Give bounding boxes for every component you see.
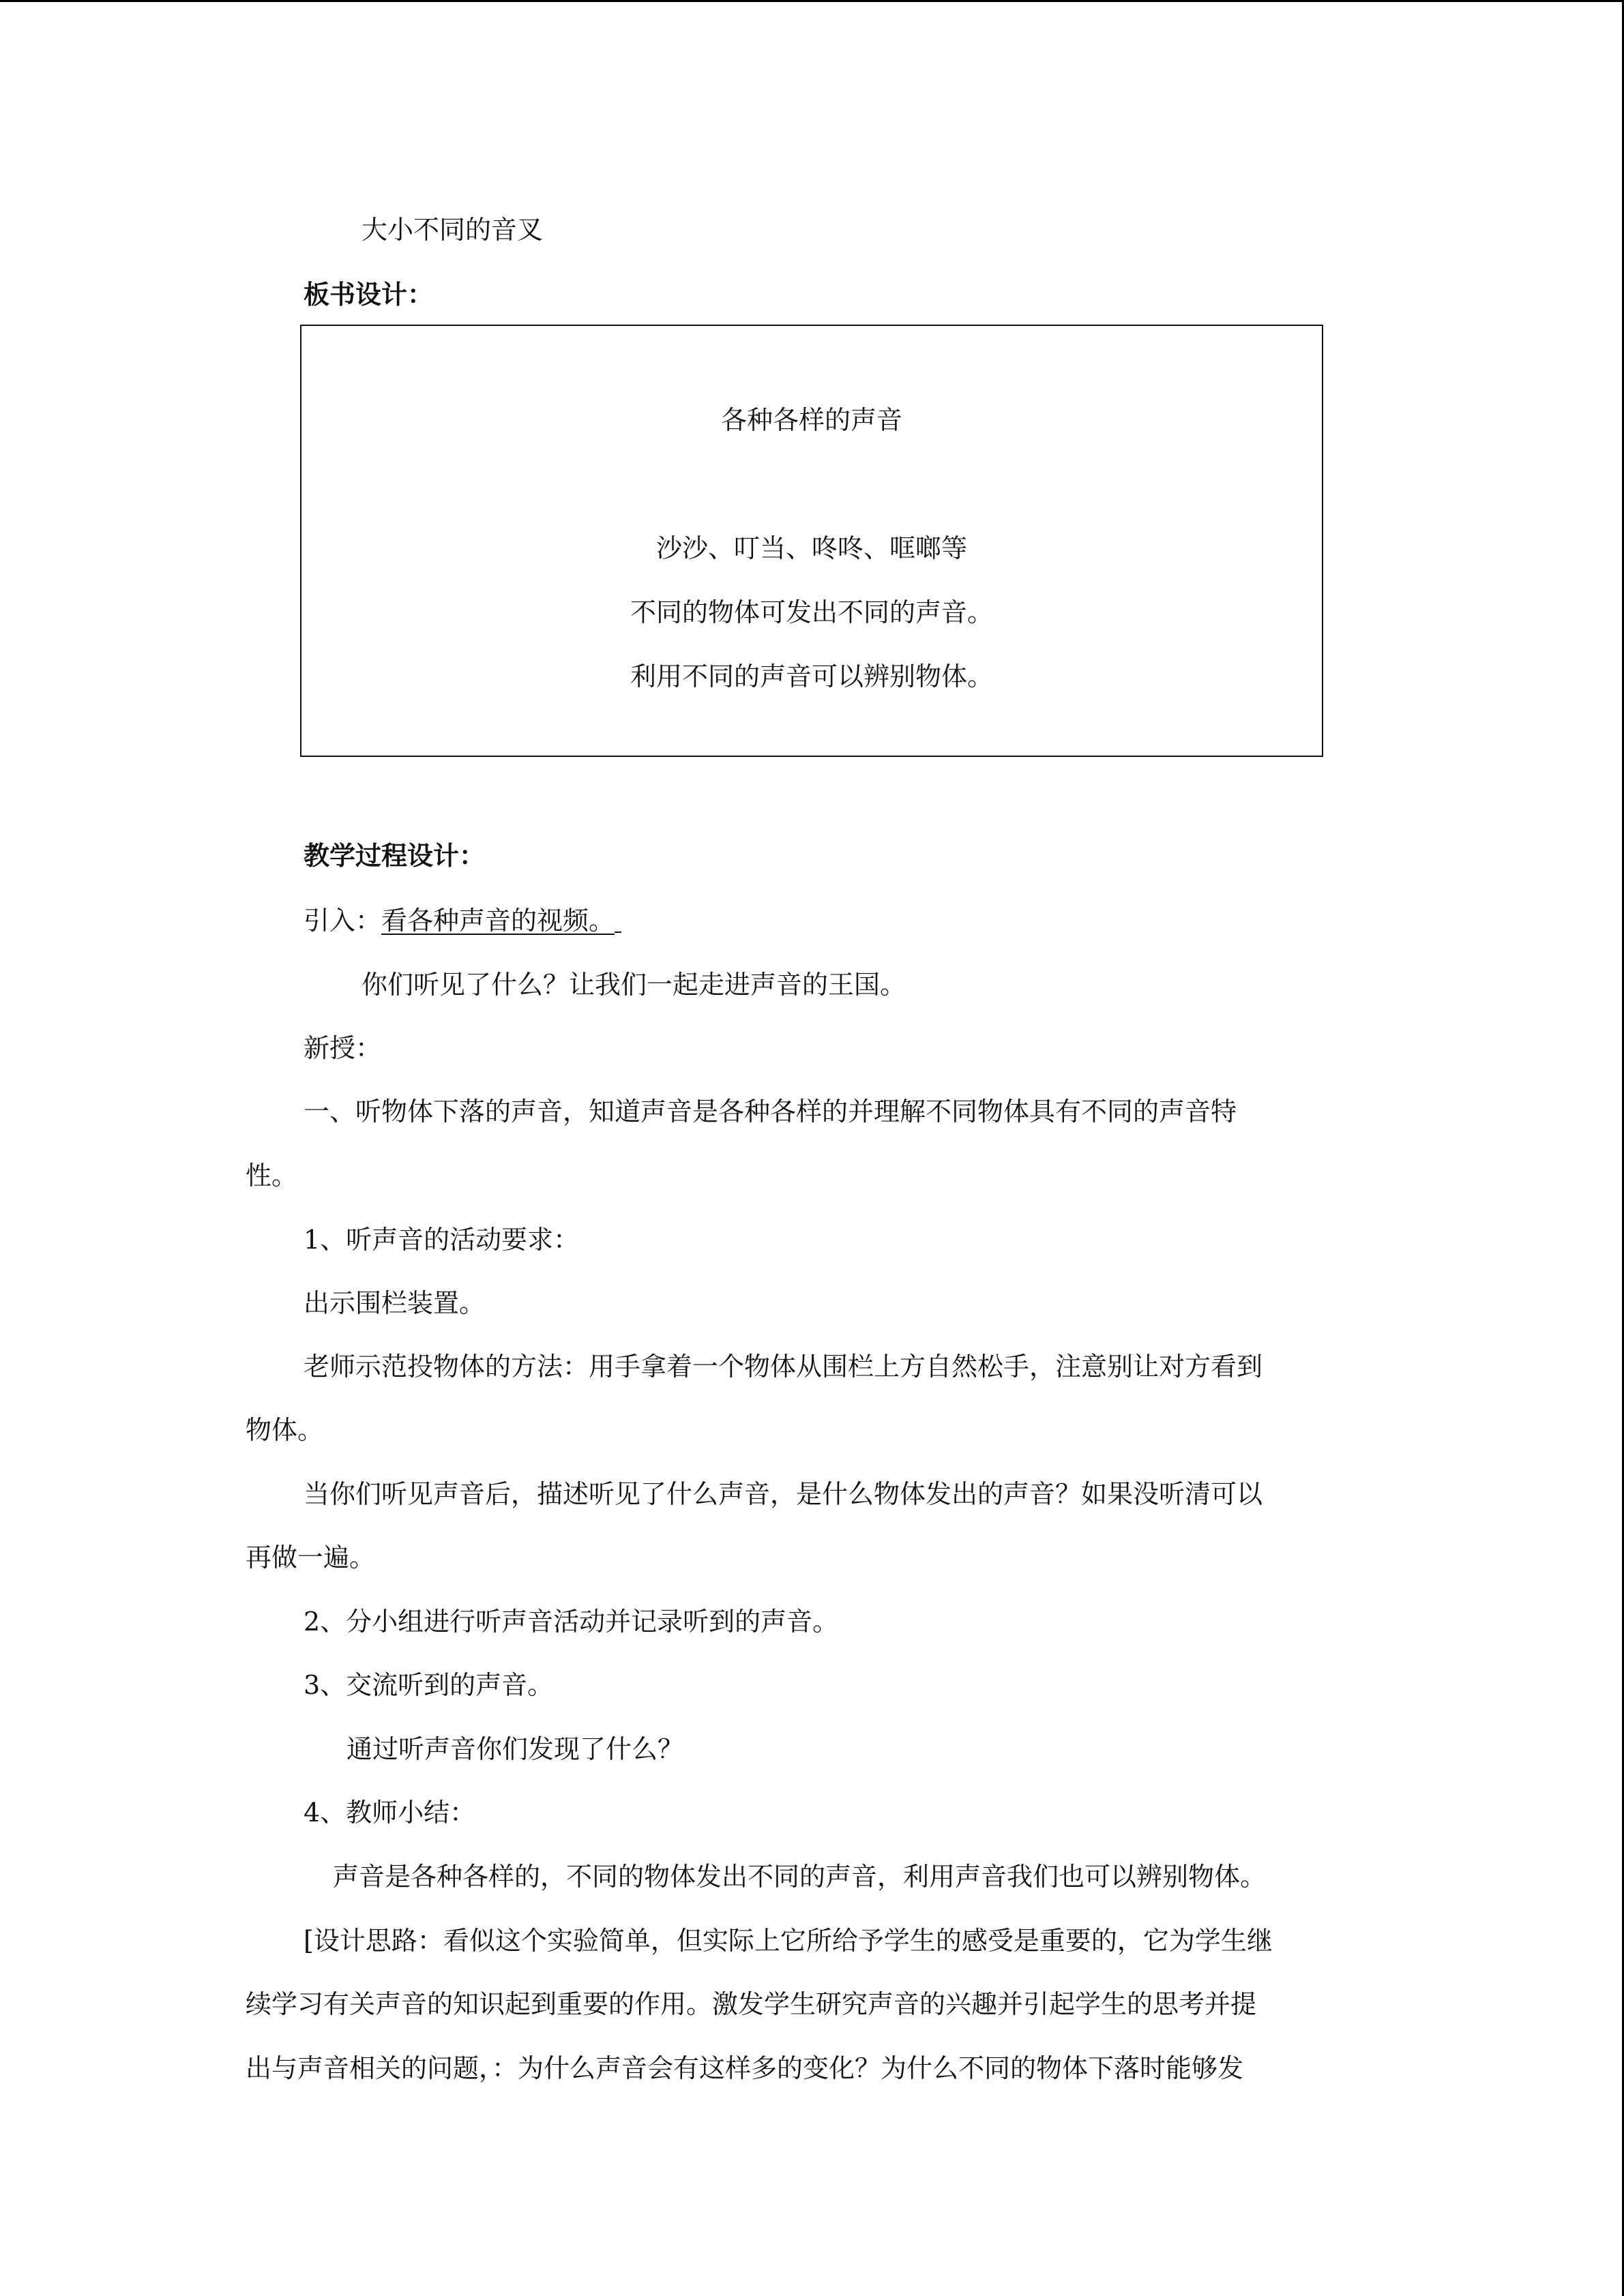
describe-line1: 当你们听见声音后，描述听见了什么声音，是什么物体发出的声音？如果没听清可以 [304, 1479, 1263, 1509]
blackboard-design-box [300, 325, 1323, 757]
board-title: 各种各样的声音 [720, 405, 902, 435]
step-three: 3、交流听到的声音。 [304, 1670, 554, 1700]
board-sounds-line: 沙沙、叮当、咚咚、哐啷等 [655, 533, 967, 563]
page-border-top [0, 0, 1624, 2]
teacher-demo-line2: 物体。 [246, 1415, 324, 1445]
teacher-demo-line1: 老师示范投物体的方法：用手拿着一个物体从围栏上方自然松手，注意别让对方看到 [304, 1352, 1263, 1382]
new-lesson-label: 新授： [304, 1033, 382, 1063]
intro-label: 引入： [304, 906, 382, 936]
section-one-line2: 性。 [246, 1161, 298, 1191]
show-fence-line: 出示围栏装置。 [304, 1288, 486, 1318]
intro-video-link[interactable]: 看各种声音的视频。 [381, 906, 615, 936]
discover-question: 通过听声音你们发现了什么？ [346, 1734, 684, 1764]
design-idea-line3: 出与声音相关的问题，：为什么声音会有这样多的变化？为什么不同的物体下落时能够发 [246, 2053, 1244, 2083]
intro-question: 你们听见了什么？让我们一起走进声音的王国。 [361, 970, 906, 1000]
step-two: 2、分小组进行听声音活动并记录听到的声音。 [304, 1607, 839, 1637]
board-objects-line: 不同的物体可发出不同的声音。 [630, 597, 993, 627]
design-idea-line1: [设计思路：看似这个实验简单，但实际上它所给予学生的感受是重要的，它为学生继 [304, 1926, 1273, 1956]
step-one: 1、听声音的活动要求： [304, 1225, 580, 1255]
underline-tail [615, 904, 621, 933]
describe-line2: 再做一遍。 [246, 1542, 376, 1572]
section-one-line1: 一、听物体下落的声音，知道声音是各种各样的并理解不同物体具有不同的声音特 [304, 1097, 1237, 1127]
step-four: 4、教师小结： [304, 1798, 476, 1828]
materials-line: 大小不同的音叉 [361, 215, 544, 245]
design-idea-line2: 续学习有关声音的知识起到重要的作用。激发学生研究声音的兴趣并引起学生的思考并提 [246, 1989, 1257, 2019]
board-design-heading: 板书设计： [304, 279, 434, 310]
process-heading: 教学过程设计： [304, 840, 486, 871]
intro-line [304, 904, 621, 937]
board-identify-line: 利用不同的声音可以辨别物体。 [630, 661, 993, 691]
teacher-summary: 声音是各种各样的，不同的物体发出不同的声音，利用声音我们也可以辨别物体。 [333, 1862, 1267, 1892]
